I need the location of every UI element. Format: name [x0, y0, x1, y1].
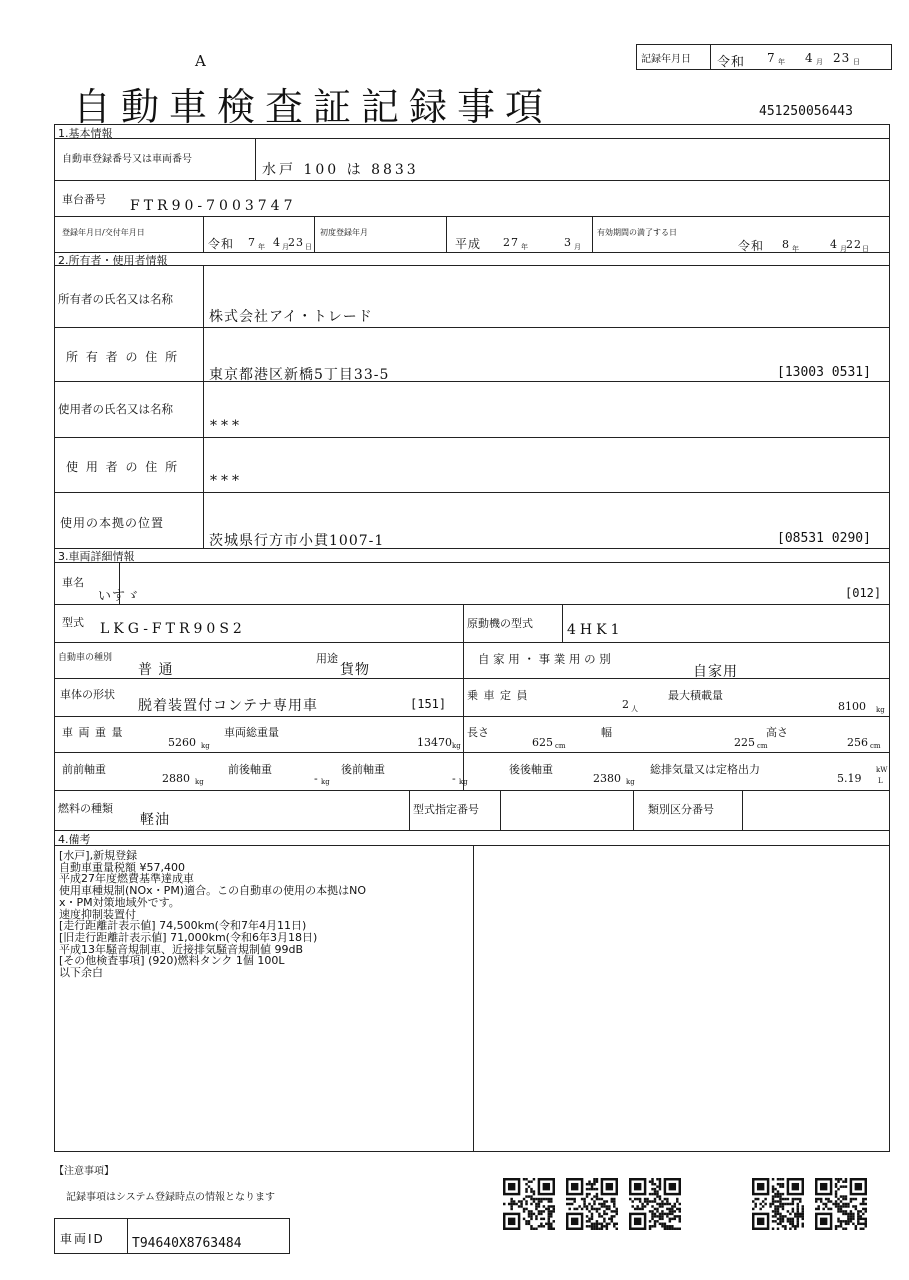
vehicle-name-label: 車名: [62, 576, 84, 589]
reg-date-month: 4: [273, 236, 281, 249]
reg-date-d-unit: 日: [305, 243, 312, 251]
expiry-year: 8: [782, 238, 790, 251]
owner-name-label: 所有者の氏名又は名称: [58, 292, 173, 306]
use: 貨物: [340, 662, 370, 678]
type-designation-label: 型式指定番号: [413, 803, 479, 816]
rf-axle: -: [452, 772, 456, 785]
width-unit: cm: [757, 742, 768, 750]
first-reg-m-unit: 月: [574, 243, 581, 251]
record-date-d-unit: 日: [853, 58, 860, 66]
first-reg-month: 3: [564, 236, 572, 249]
vehicle-id-label: 車両ID: [60, 1232, 105, 1246]
vehicle-name-code: [012]: [845, 586, 882, 600]
rf-axle-label: 後前軸重: [341, 763, 385, 776]
model-label: 型式: [62, 616, 84, 629]
notes-text: 記録事項はシステム登録時点の情報となります: [66, 1192, 275, 1203]
notes-label: 【注意事項】: [54, 1166, 114, 1177]
qr-code-icon: [752, 1178, 804, 1230]
remark-line: [水戸],新規登録: [59, 849, 138, 862]
max-load: 8100: [838, 700, 866, 713]
record-date-y-unit: 年: [778, 58, 785, 66]
section-owner-user: 2.所有者・使用者情報: [58, 254, 168, 267]
user-name-label: 使用者の氏名又は名称: [58, 402, 173, 416]
displacement-label: 総排気量又は定格出力: [650, 763, 760, 776]
length-unit: cm: [555, 742, 566, 750]
remark-line: 平成13年騒音規制車、近接排気騒音規制値 99dB: [59, 942, 304, 956]
displacement: 5.19: [837, 772, 862, 785]
form-letter: A: [195, 52, 206, 70]
expiry-day: 22: [846, 238, 862, 251]
max-load-label: 最大積載量: [668, 689, 723, 702]
section-basic: 1.基本情報: [58, 127, 113, 140]
section-remarks: 4.備考: [58, 833, 91, 846]
remark-line: [その他検査事項] (920)燃料タンク 1個 100L: [59, 954, 285, 968]
private-label: 自 家 用 ・ 事 業 用 の 別: [478, 652, 611, 666]
qr-code-icon: [629, 1178, 681, 1230]
ff-axle: 2880: [162, 772, 190, 785]
category-label: 類別区分番号: [648, 803, 714, 816]
record-date-year: 7: [767, 51, 776, 65]
remark-line: 速度抑制装置付: [59, 907, 136, 921]
chassis-number: FTR90-7003747: [130, 198, 297, 214]
reg-date-year: 7: [248, 236, 256, 249]
qr-code-icon: [566, 1178, 618, 1230]
rf-axle-unit: kg: [459, 778, 468, 786]
base-label: 使用の本拠の位置: [60, 516, 165, 530]
fr-axle-label: 前後軸重: [228, 763, 272, 776]
remark-line: x・PM対策地域外です。: [59, 895, 180, 909]
capacity: 2: [622, 698, 630, 711]
expiry-m-unit: 月: [840, 245, 847, 253]
owner-addr-label: 所 有 者 の 住 所: [66, 350, 180, 364]
height-unit: cm: [870, 742, 881, 750]
user-addr-label: 使 用 者 の 住 所: [66, 460, 180, 474]
remark-line: [走行距離計表示値] 74,500km(令和7年4月11日): [59, 919, 307, 933]
body-code: [151]: [410, 697, 447, 711]
engine: 4HK1: [567, 622, 624, 638]
private: 自家用: [693, 664, 738, 680]
width-label: 幅: [601, 726, 612, 739]
expiry-y-unit: 年: [792, 245, 799, 253]
record-date-m-unit: 月: [816, 58, 823, 66]
fr-axle: -: [314, 772, 318, 785]
kind: 普 通: [138, 662, 174, 678]
section-vehicle-detail: 3.車両詳細情報: [58, 550, 135, 563]
displacement-unit-l: L: [878, 777, 883, 785]
fr-axle-unit: kg: [321, 778, 330, 786]
record-date-label: 記録年月日: [641, 54, 691, 65]
gross-unit: kg: [452, 742, 461, 750]
capacity-label: 乗 車 定 員: [467, 689, 529, 702]
reg-no-label: 自動車登録番号又は車両番号: [62, 154, 192, 165]
body: 脱着装置付コンテナ専用車: [138, 698, 318, 714]
gross: 13470: [417, 736, 452, 749]
owner-addr: 東京都港区新橋5丁目33-5: [209, 367, 390, 383]
vehicle-name: いすゞ: [98, 589, 141, 604]
reg-date-label: 登録年月日/交付年月日: [62, 228, 145, 237]
remark-line: [旧走行距離計表示値] 71,000km(令和6年3月18日): [59, 930, 318, 944]
capacity-unit: 人: [631, 705, 638, 713]
base-addr: 茨城県行方市小貫1007-1: [209, 533, 385, 549]
first-reg-label: 初度登録年月: [320, 228, 368, 237]
body-label: 車体の形状: [60, 688, 115, 701]
main-frame: [54, 124, 890, 1152]
expiry-d-unit: 日: [862, 245, 869, 253]
owner-addr-code: [13003 0531]: [777, 365, 871, 380]
remarks-list: [59, 850, 366, 979]
rr-axle-label: 後後軸重: [509, 763, 553, 776]
expiry-label: 有効期間の満了する日: [597, 228, 677, 237]
remark-line: 自動車重量税額 ¥57,400: [59, 860, 185, 874]
width: 225: [734, 736, 755, 749]
remark-line: 平成27年度燃費基準達成車: [59, 872, 194, 886]
owner-name: 株式会社アイ・トレード: [209, 309, 373, 325]
expiry-era: 令和: [738, 239, 765, 253]
gross-label: 車両総重量: [224, 726, 279, 739]
fuel-label: 燃料の種類: [58, 802, 113, 815]
reg-no: 水戸 100 は 8833: [262, 162, 419, 178]
height: 256: [847, 736, 868, 749]
height-label: 高さ: [766, 726, 788, 739]
weight-label: 車 両 重 量: [62, 726, 124, 739]
chassis-label: 車台番号: [62, 193, 106, 206]
length: 625: [532, 736, 553, 749]
remark-line: 以下余白: [59, 966, 103, 980]
base-code: [08531 0290]: [777, 531, 871, 546]
model: LKG-FTR90S2: [100, 621, 246, 637]
engine-label: 原動機の型式: [467, 617, 533, 630]
doc-number: 451250056443: [759, 104, 853, 119]
record-date-month: 4: [805, 51, 814, 65]
length-label: 長さ: [467, 726, 489, 739]
record-date-era: 令和: [717, 55, 746, 70]
reg-date-y-unit: 年: [258, 243, 265, 251]
weight: 5260: [168, 736, 196, 749]
first-reg-y-unit: 年: [521, 243, 528, 251]
vehicle-id: T94640X8763484: [132, 1236, 242, 1251]
reg-date-day: 23: [288, 236, 304, 249]
qr-code-icon: [815, 1178, 867, 1230]
page-title: 自動車検査証記録事項: [73, 85, 554, 129]
first-reg-year: 27: [503, 236, 519, 249]
kind-label: 自動車の種別: [58, 653, 113, 663]
expiry-month: 4: [830, 238, 838, 251]
user-addr: ***: [210, 473, 243, 489]
record-date-day: 23: [833, 51, 851, 65]
record-date-box: [636, 44, 892, 70]
first-reg-era: 平成: [455, 237, 482, 251]
rr-axle-unit: kg: [626, 778, 635, 786]
reg-date-era: 令和: [208, 237, 235, 251]
weight-unit: kg: [201, 742, 210, 750]
ff-axle-unit: kg: [195, 778, 204, 786]
fuel: 軽油: [140, 812, 170, 828]
max-load-unit: kg: [876, 706, 885, 714]
reg-date-m-unit: 月: [282, 243, 289, 251]
displacement-unit-kw: kW: [876, 766, 888, 774]
use-label: 用途: [316, 652, 338, 665]
remark-line: 使用車種規制(NOx・PM)適合。この自動車の使用の本拠はNO: [59, 884, 366, 898]
ff-axle-label: 前前軸重: [62, 763, 106, 776]
qr-code-icon: [503, 1178, 555, 1230]
rr-axle: 2380: [593, 772, 621, 785]
user-name: ***: [210, 418, 243, 434]
